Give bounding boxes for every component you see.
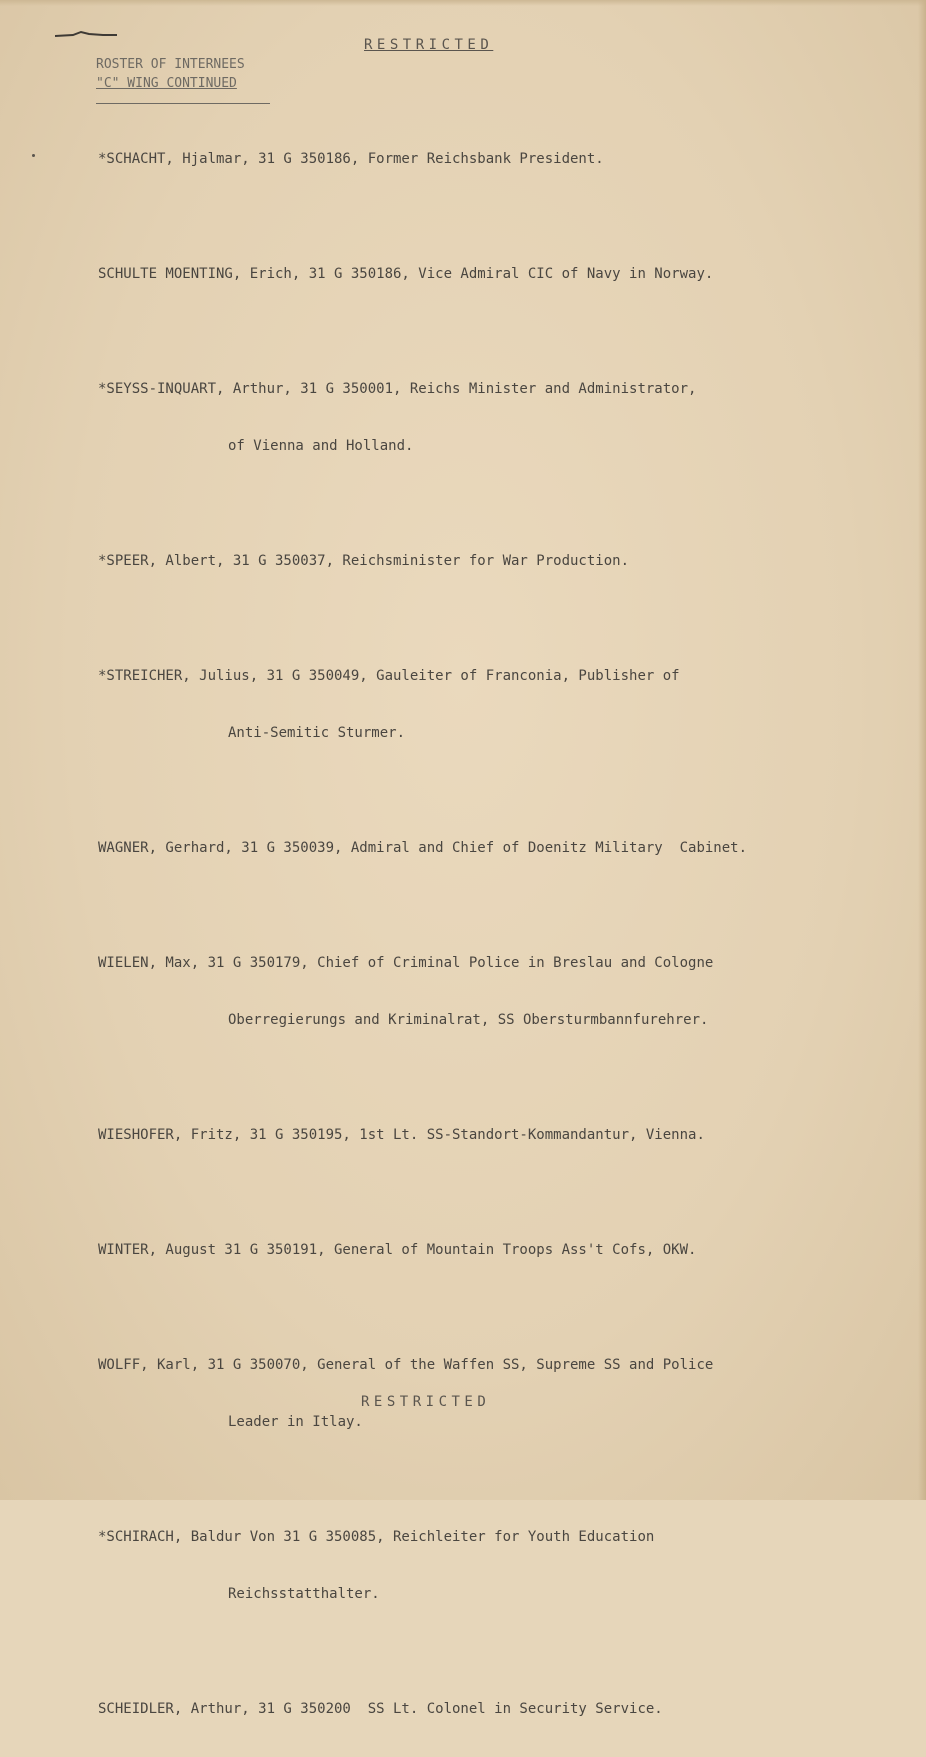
entry-line: WOLFF, Karl, 31 G 350070, General of the Waffen SS, Supreme SS and Police (98, 1357, 714, 1373)
margin-dot (32, 154, 35, 157)
classification-header: RESTRICTED (364, 37, 494, 53)
roster-title-line1: ROSTER OF INTERNEES (96, 57, 245, 72)
list-item (98, 629, 878, 781)
entry-line: WIELEN, Max, 31 G 350179, Chief of Criminal Police in Breslau and Cologne (98, 955, 714, 971)
list-item (98, 916, 878, 1068)
entry-line: WAGNER, Gerhard, 31 G 350039, Admiral and Chief of Doenitz Military Cabinet. (98, 840, 748, 856)
entry-continuation: Anti-Semitic Sturmer. (228, 725, 406, 741)
paper-right-edge (918, 0, 926, 1500)
entry-line: *SPEER, Albert, 31 G 350037, Reichsminister for War Production. (98, 553, 630, 569)
entry-line: *SCHACHT, Hjalmar, 31 G 350186, Former Reichsbank President. (98, 151, 604, 167)
entry-line: *SEYSS-INQUART, Arthur, 31 G 350001, Reichs Minister and Administrator, (98, 381, 697, 397)
entry-line: SCHEIDLER, Arthur, 31 G 350200 SS Lt. Colonel in Security Service. (98, 1701, 663, 1717)
roster-title-line2: "C" WING CONTINUED (96, 76, 237, 91)
list-item (98, 801, 878, 896)
pencil-mark-icon (55, 30, 117, 40)
entry-line: WIESHOFER, Fritz, 31 G 350195, 1st Lt. SS-Standort-Kommandantur, Vienna. (98, 1127, 705, 1143)
title-rule (96, 103, 270, 104)
entry-line: *SCHIRACH, Baldur Von 31 G 350085, Reichleiter for Youth Education (98, 1529, 655, 1545)
list-item (98, 1203, 878, 1298)
roster-title (96, 55, 245, 93)
entry-line: WINTER, August 31 G 350191, General of Mountain Troops Ass't Cofs, OKW. (98, 1242, 697, 1258)
list-item (98, 1088, 878, 1183)
list-item (98, 1662, 878, 1757)
internee-list (98, 112, 878, 1757)
entry-continuation: Reichsstatthalter. (228, 1586, 380, 1602)
list-item (98, 112, 878, 207)
classification-footer: RESTRICTED (361, 1394, 491, 1410)
entry-continuation: Leader in Itlay. (228, 1414, 363, 1430)
list-item (98, 1490, 878, 1642)
paper-top-edge (0, 0, 926, 6)
entry-line: SCHULTE MOENTING, Erich, 31 G 350186, Vice Admiral CIC of Navy in Norway. (98, 266, 714, 282)
entry-continuation: Oberregierungs and Kriminalrat, SS Obersturmbannfurehrer. (228, 1012, 709, 1028)
entry-continuation: of Vienna and Holland. (228, 438, 414, 454)
entry-line: *STREICHER, Julius, 31 G 350049, Gauleiter of Franconia, Publisher of (98, 668, 680, 684)
list-item (98, 514, 878, 609)
list-item (98, 342, 878, 494)
list-item (98, 227, 878, 322)
